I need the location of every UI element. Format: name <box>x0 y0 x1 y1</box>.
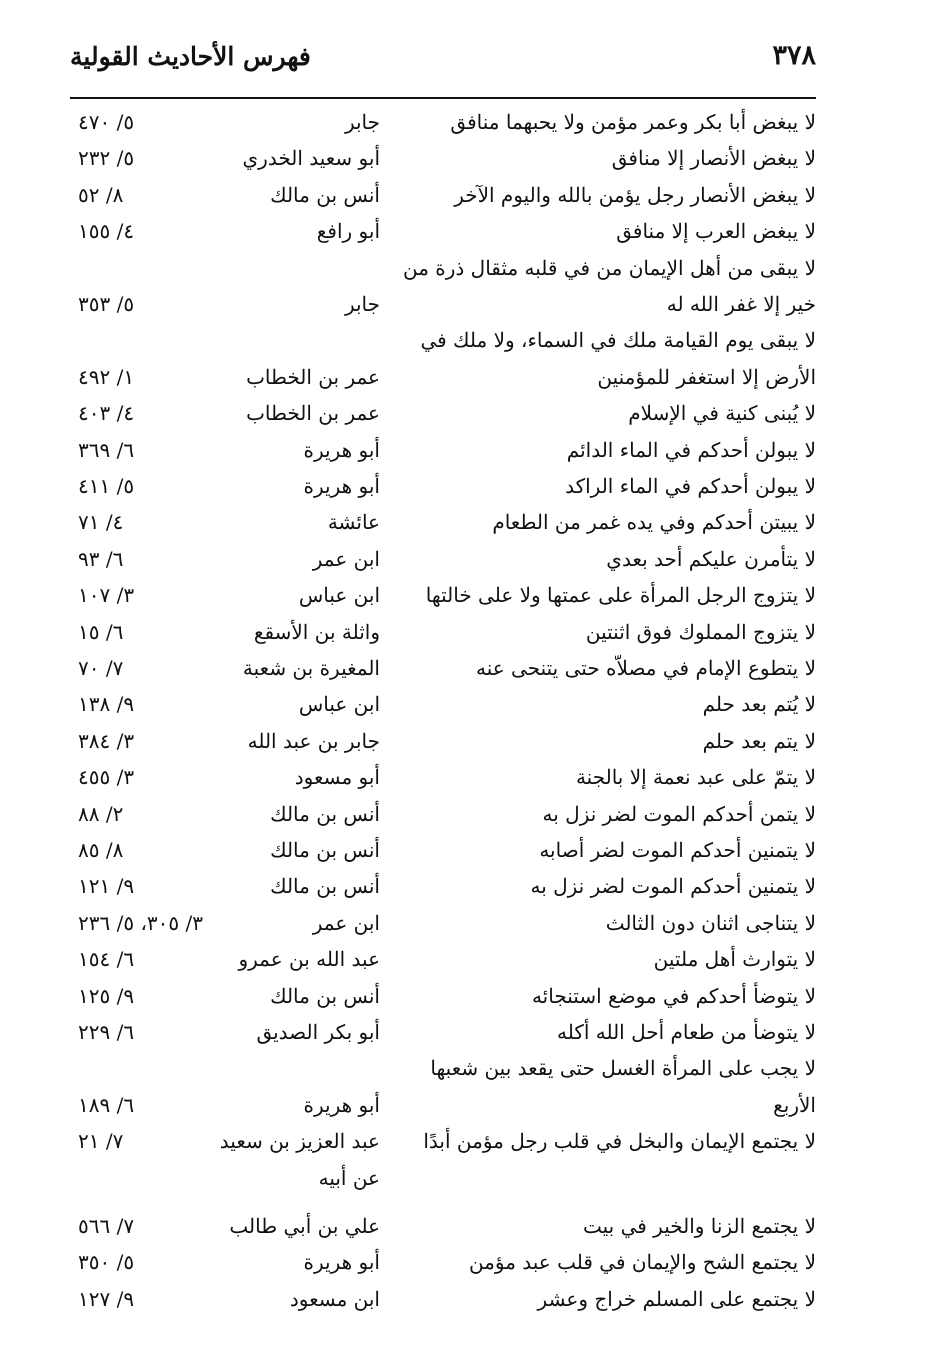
narrator-name: أنس بن مالك <box>270 838 380 862</box>
volume-page-reference: ٥/ ٤٧٠ <box>78 110 135 134</box>
narrator-name: واثلة بن الأسقع <box>253 619 380 644</box>
narrator-name: أنس بن مالك <box>270 801 380 826</box>
narrator-name: أبو هريرة <box>303 1250 380 1275</box>
volume-page-reference: ٤/ ٤٠٣ <box>78 401 135 426</box>
hadith-text: لا يجتمع الشح والإيمان في قلب عبد مؤمن <box>468 1250 816 1275</box>
narrator-name: جابر بن عبد الله <box>247 728 380 753</box>
index-entry <box>70 250 816 323</box>
hadith-text: لا يتمّ على عبد نعمة إلا بالجنة <box>575 765 816 790</box>
index-entry <box>70 868 816 904</box>
hadith-text: لا يجتمع على المسلم خراج وعشر <box>537 1286 816 1311</box>
volume-page-reference: ٧/ ٧٠ <box>78 656 124 680</box>
index-entry <box>70 905 816 941</box>
hadith-text: لا يُبنى كنية في الإسلام <box>628 401 816 426</box>
index-entry <box>70 140 816 176</box>
hadith-text: لا يبغض العرب إلا منافق <box>616 219 816 244</box>
running-title: فهرس الأحاديث القولية <box>70 42 311 71</box>
index-entry <box>70 541 816 577</box>
narrator-name: عن أبيه <box>318 1165 380 1190</box>
page-number: ٣٧٨ <box>772 40 816 71</box>
narrator-name: عائشة <box>327 510 380 535</box>
index-entry <box>70 796 816 832</box>
volume-page-reference: ٤/ ٧١ <box>78 510 124 535</box>
index-entries <box>70 104 816 1337</box>
hadith-text: لا يبولن أحدكم في الماء الدائم <box>566 437 816 462</box>
index-entry <box>70 432 816 468</box>
narrator-name: أبو بكر الصديق <box>256 1020 380 1044</box>
narrator-name: أنس بن مالك <box>270 874 380 899</box>
index-entry <box>70 941 816 977</box>
narrator-name: علي بن أبي طالب <box>229 1214 380 1238</box>
volume-page-reference: ٣/ ٣٨٤ <box>78 728 135 753</box>
volume-page-reference: ١/ ٤٩٢ <box>78 364 135 389</box>
hadith-text: لا يتمن أحدكم الموت لضر نزل به <box>542 801 816 826</box>
index-entry <box>70 322 816 395</box>
header-rule <box>70 97 816 99</box>
volume-page-reference: ٦/ ٢٢٩ <box>78 1020 135 1044</box>
hadith-text: لا يجتمع الزنا والخير في بيت <box>582 1214 816 1238</box>
volume-page-reference: ٨/ ٨٥ <box>78 838 124 862</box>
volume-page-reference: ٦/ ١٥ <box>78 619 124 644</box>
volume-page-reference: ٩/ ١٣٨ <box>78 692 135 717</box>
hadith-text: لا يبغض الأنصار إلا منافق <box>611 146 816 171</box>
narrator-name: أبو هريرة <box>303 1092 380 1117</box>
narrator-name: المغيرة بن شعبة <box>242 656 380 680</box>
volume-page-reference: ٣/ ٣٠٥، ٥/ ٢٣٦ <box>78 910 203 935</box>
narrator-name: أبو هريرة <box>303 474 380 498</box>
volume-page-reference: ٣/ ١٠٧ <box>78 583 135 608</box>
hadith-text: لا يتناجى اثنان دون الثالث <box>605 910 816 935</box>
hadith-text: لا يتوضأ من طعام أحل الله أكله <box>556 1020 816 1044</box>
narrator-name: أنس بن مالك <box>270 182 380 207</box>
volume-page-reference: ٥/ ٤١١ <box>78 474 135 498</box>
volume-page-reference: ٨/ ٥٢ <box>78 182 124 207</box>
index-entry <box>70 104 816 140</box>
volume-page-reference: ٥/ ٢٣٢ <box>78 146 135 171</box>
narrator-name: عمر بن الخطاب <box>246 364 380 389</box>
hadith-text: لا يتمنين أحدكم الموت لضر نزل به <box>530 874 816 899</box>
index-entry <box>70 468 816 504</box>
hadith-text: لا يتأمرن عليكم أحد بعدي <box>606 546 816 571</box>
volume-page-reference: ٦/ ٩٣ <box>78 546 124 571</box>
volume-page-reference: ٤/ ١٥٥ <box>78 219 135 244</box>
volume-page-reference: ٦/ ٣٦٩ <box>78 437 135 462</box>
index-entry <box>70 759 816 795</box>
index-entry <box>70 650 816 686</box>
index-entry <box>70 395 816 431</box>
volume-page-reference: ٧/ ٢١ <box>78 1129 124 1154</box>
narrator-name: عبد الله بن عمرو <box>238 947 380 972</box>
narrator-name: أبو مسعود <box>294 765 380 790</box>
volume-page-reference: ٩/ ١٢٧ <box>78 1286 135 1311</box>
narrator-name: ابن عمر <box>312 910 380 935</box>
index-entry <box>70 213 816 249</box>
narrator-name: أنس بن مالك <box>270 983 380 1008</box>
hadith-text: لا يتزوج المملوك فوق اثنتين <box>585 619 816 644</box>
index-entry <box>70 177 816 213</box>
hadith-text: الأرض إلا استغفر للمؤمنين <box>597 364 816 389</box>
narrator-name: ابن عباس <box>298 583 380 608</box>
volume-page-reference: ٣/ ٤٥٥ <box>78 765 135 790</box>
index-entry <box>70 723 816 759</box>
hadith-text: خير إلا غفر الله له <box>666 291 816 316</box>
narrator-name: ابن عمر <box>312 546 380 571</box>
index-entry <box>70 1244 816 1280</box>
index-entry <box>70 577 816 613</box>
narrator-name: أبو سعيد الخدري <box>242 146 380 171</box>
hadith-text: لا يجتمع الإيمان والبخل في قلب رجل مؤمن أبدًا <box>423 1129 816 1154</box>
index-entry <box>70 1208 816 1244</box>
narrator-name: ابن عباس <box>298 692 380 717</box>
volume-page-reference: ٢/ ٨٨ <box>78 801 124 826</box>
hadith-text: الأربع <box>773 1092 816 1117</box>
index-entry <box>70 614 816 650</box>
hadith-text: لا يتمنين أحدكم الموت لضر أصابه <box>539 838 816 862</box>
hadith-text: لا يتوارث أهل ملتين <box>653 947 816 972</box>
hadith-text: لا يتوضأ أحدكم في موضع استنجائه <box>531 983 816 1008</box>
index-entry <box>70 686 816 722</box>
narrator-name: أبو هريرة <box>303 437 380 462</box>
hadith-text: لا يُتم بعد حلم <box>702 692 816 717</box>
hadith-text: لا يبقى من أهل الإيمان من في قلبه مثقال ذرة من <box>402 255 816 280</box>
hadith-text: لا يبغض الأنصار رجل يؤمن بالله واليوم الآخر <box>454 182 816 207</box>
volume-page-reference: ٥/ ٣٥٣ <box>78 291 135 316</box>
volume-page-reference: ٦/ ١٨٩ <box>78 1092 135 1117</box>
narrator-name: عبد العزيز بن سعيد <box>219 1129 380 1154</box>
index-entry <box>70 1014 816 1050</box>
index-entry <box>70 1050 816 1123</box>
narrator-name: ابن مسعود <box>289 1286 380 1311</box>
hadith-text: لا يتم بعد حلم <box>702 728 816 753</box>
volume-page-reference: ٥/ ٣٥٠ <box>78 1250 135 1275</box>
volume-page-reference: ٩/ ١٢١ <box>78 874 135 899</box>
narrator-name: جابر <box>344 291 380 316</box>
hadith-text: لا يجب على المرأة الغسل حتى يقعد بين شعبها <box>430 1056 816 1081</box>
hadith-text: لا يبغض أبا بكر وعمر مؤمن ولا يحبهما منافق <box>450 110 816 134</box>
hadith-text: لا يبيتن أحدكم وفي يده غمر من الطعام <box>492 510 816 535</box>
narrator-name: جابر <box>344 110 380 134</box>
hadith-text: لا يبقى يوم القيامة ملك في السماء، ولا ملك في <box>420 328 816 353</box>
index-entry <box>70 1123 816 1196</box>
narrator-name: عمر بن الخطاب <box>246 401 380 426</box>
narrator-name: أبو رافع <box>316 219 380 244</box>
hadith-text: لا يتطوع الإمام في مصلاّه حتى يتنحى عنه <box>475 656 816 680</box>
hadith-text: لا يبولن أحدكم في الماء الراكد <box>565 474 816 498</box>
volume-page-reference: ٩/ ١٢٥ <box>78 983 135 1008</box>
volume-page-reference: ٦/ ١٥٤ <box>78 947 135 972</box>
index-entry <box>70 504 816 540</box>
volume-page-reference: ٧/ ٥٦٦ <box>78 1214 135 1238</box>
index-entry <box>70 1281 816 1317</box>
hadith-text: لا يتزوج الرجل المرأة على عمتها ولا على خالتها <box>425 583 816 608</box>
page-header <box>70 38 816 94</box>
index-entry <box>70 832 816 868</box>
index-entry <box>70 978 816 1014</box>
